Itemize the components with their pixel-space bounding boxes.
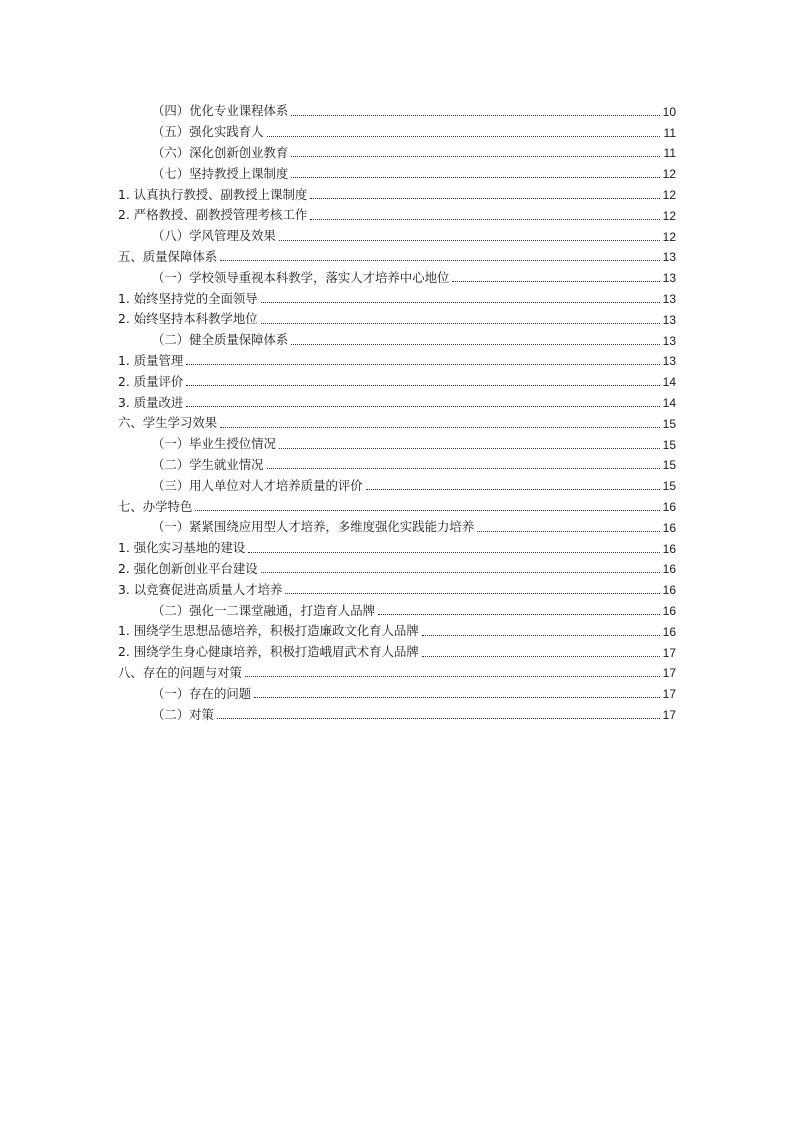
toc-entry-label: 八、存在的问题与对策 (118, 664, 242, 680)
toc-entry-label: 七、办学特色 (118, 498, 193, 514)
toc-entry-label: （一）存在的问题 (152, 685, 252, 701)
toc-entry-label: （一）紧紧围绕应用型人才培养，多维度强化实践能力培养 (152, 519, 475, 535)
toc-entry-label: （一）毕业生授位情况 (152, 436, 276, 452)
toc-entry-page-number: 15 (662, 479, 676, 494)
toc-entry[interactable] (118, 430, 676, 451)
toc-entry[interactable] (118, 139, 676, 160)
toc-entry-page-number: 13 (662, 250, 676, 265)
toc-entry-page-number: 12 (662, 167, 676, 182)
dot-leader (477, 530, 660, 532)
toc-entry[interactable] (118, 180, 676, 201)
toc-entry-page-number: 17 (662, 666, 676, 681)
dot-leader (217, 717, 660, 719)
toc-entry-page-number: 12 (662, 208, 676, 223)
toc-entry-page-number: 13 (662, 333, 676, 348)
dot-leader (248, 551, 660, 553)
toc-entry[interactable] (118, 451, 676, 472)
toc-entry-label: 2. 始终坚持本科教学地位 (118, 311, 258, 327)
toc-entry-page-number: 13 (662, 312, 676, 327)
dot-leader (291, 343, 660, 345)
toc-entry[interactable] (118, 700, 676, 721)
table-of-contents (118, 97, 676, 721)
toc-entry-label: （七）坚持教授上课制度 (152, 165, 289, 181)
toc-entry[interactable] (118, 326, 676, 347)
toc-entry-page-number: 14 (662, 375, 676, 390)
dot-leader (310, 197, 660, 199)
toc-entry-page-number: 16 (662, 499, 676, 514)
toc-entry-page-number: 10 (662, 104, 676, 119)
dot-leader (267, 467, 660, 469)
toc-entry-page-number: 12 (662, 187, 676, 202)
toc-entry-page-number: 15 (662, 416, 676, 431)
dot-leader (195, 509, 660, 511)
toc-entry-label: 2. 严格教授、副教授管理考核工作 (118, 207, 308, 223)
dot-leader (261, 301, 660, 303)
toc-entry-label: 1. 始终坚持党的全面领导 (118, 290, 258, 306)
toc-entry[interactable] (118, 534, 676, 555)
toc-entry-page-number: 17 (662, 687, 676, 702)
toc-entry[interactable] (118, 222, 676, 243)
toc-entry-label: 1. 围绕学生思想品德培养，积极打造廉政文化育人品牌 (118, 623, 419, 639)
toc-entry-label: （六）深化创新创业教育 (152, 144, 289, 160)
toc-entry-label: 1. 认真执行教授、副教授上课制度 (118, 186, 308, 202)
dot-leader (254, 696, 660, 698)
toc-entry[interactable] (118, 513, 676, 534)
dot-leader (452, 280, 660, 282)
toc-entry-label: （五）强化实践育人 (152, 124, 264, 140)
toc-entry[interactable] (118, 263, 676, 284)
dot-leader (186, 384, 660, 386)
toc-entry-page-number: 13 (662, 271, 676, 286)
dot-leader (245, 675, 660, 677)
toc-entry[interactable] (118, 575, 676, 596)
toc-entry-page-number: 12 (662, 229, 676, 244)
toc-entry-label: （一）学校领导重视本科教学，落实人才培养中心地位 (152, 269, 450, 285)
toc-entry-page-number: 14 (662, 395, 676, 410)
toc-entry-page-number: 13 (662, 354, 676, 369)
toc-entry[interactable] (118, 596, 676, 617)
toc-entry[interactable] (118, 409, 676, 430)
dot-leader (220, 259, 660, 261)
toc-entry-label: （三）用人单位对人才培养质量的评价 (152, 477, 363, 493)
dot-leader (291, 114, 660, 116)
toc-entry-label: （四）优化专业课程体系 (152, 103, 289, 119)
dot-leader (186, 363, 660, 365)
toc-entry[interactable] (118, 118, 676, 139)
toc-entry-page-number: 15 (662, 437, 676, 452)
dot-leader (291, 155, 660, 157)
toc-entry[interactable] (118, 284, 676, 305)
dot-leader (279, 447, 660, 449)
toc-entry-label: 2. 围绕学生身心健康培养，积极打造峨眉武术育人品牌 (118, 644, 419, 660)
dot-leader (279, 239, 660, 241)
toc-entry-label: （八）学风管理及效果 (152, 228, 276, 244)
toc-entry-page-number: 16 (662, 624, 676, 639)
toc-entry[interactable] (118, 159, 676, 180)
dot-leader (261, 322, 660, 324)
toc-entry-label: 五、质量保障体系 (118, 248, 218, 264)
toc-entry-label: 3. 以竞赛促进高质量人才培养 (118, 581, 283, 597)
dot-leader (310, 218, 660, 220)
toc-entry-page-number: 16 (662, 603, 676, 618)
dot-leader (267, 135, 660, 137)
dot-leader (422, 634, 660, 636)
toc-entry-page-number: 16 (662, 583, 676, 598)
toc-entry[interactable] (118, 659, 676, 680)
toc-entry-label: 六、学生学习效果 (118, 415, 218, 431)
toc-entry-page-number: 17 (662, 707, 676, 722)
toc-entry-label: 2. 强化创新创业平台建设 (118, 560, 258, 576)
toc-entry-page-number: 17 (662, 645, 676, 660)
toc-entry[interactable] (118, 388, 676, 409)
dot-leader (220, 426, 660, 428)
toc-entry[interactable] (118, 555, 676, 576)
toc-entry-page-number: 16 (662, 562, 676, 577)
dot-leader (378, 613, 660, 615)
toc-entry-label: （二）健全质量保障体系 (152, 332, 289, 348)
toc-entry[interactable] (118, 201, 676, 222)
toc-entry[interactable] (118, 492, 676, 513)
toc-entry[interactable] (118, 97, 676, 118)
dot-leader (366, 488, 660, 490)
dot-leader (422, 655, 660, 657)
dot-leader (291, 176, 660, 178)
toc-entry-page-number: 13 (662, 291, 676, 306)
toc-entry[interactable] (118, 305, 676, 326)
dot-leader (261, 571, 660, 573)
toc-entry-label: （二）学生就业情况 (152, 456, 264, 472)
toc-entry[interactable] (118, 679, 676, 700)
toc-entry[interactable] (118, 347, 676, 368)
toc-entry-page-number: 11 (663, 146, 676, 161)
toc-entry-page-number: 16 (662, 541, 676, 556)
toc-entry[interactable] (118, 367, 676, 388)
toc-entry-page-number: 11 (663, 125, 676, 140)
toc-entry[interactable] (118, 243, 676, 264)
toc-entry-label: 1. 质量管理 (118, 352, 184, 368)
toc-entry-label: 2. 质量评价 (118, 373, 184, 389)
toc-entry-page-number: 16 (662, 520, 676, 535)
toc-entry-label: 1. 强化实习基地的建设 (118, 540, 246, 556)
toc-entry-label: 3. 质量改进 (118, 394, 184, 410)
toc-entry-label: （二）对策 (152, 706, 214, 722)
toc-entry[interactable] (118, 638, 676, 659)
dot-leader (186, 405, 660, 407)
toc-entry[interactable] (118, 471, 676, 492)
dot-leader (285, 592, 660, 594)
toc-entry-page-number: 15 (662, 458, 676, 473)
toc-entry[interactable] (118, 617, 676, 638)
toc-entry-label: （二）强化一二课堂融通，打造育人品牌 (152, 602, 376, 618)
